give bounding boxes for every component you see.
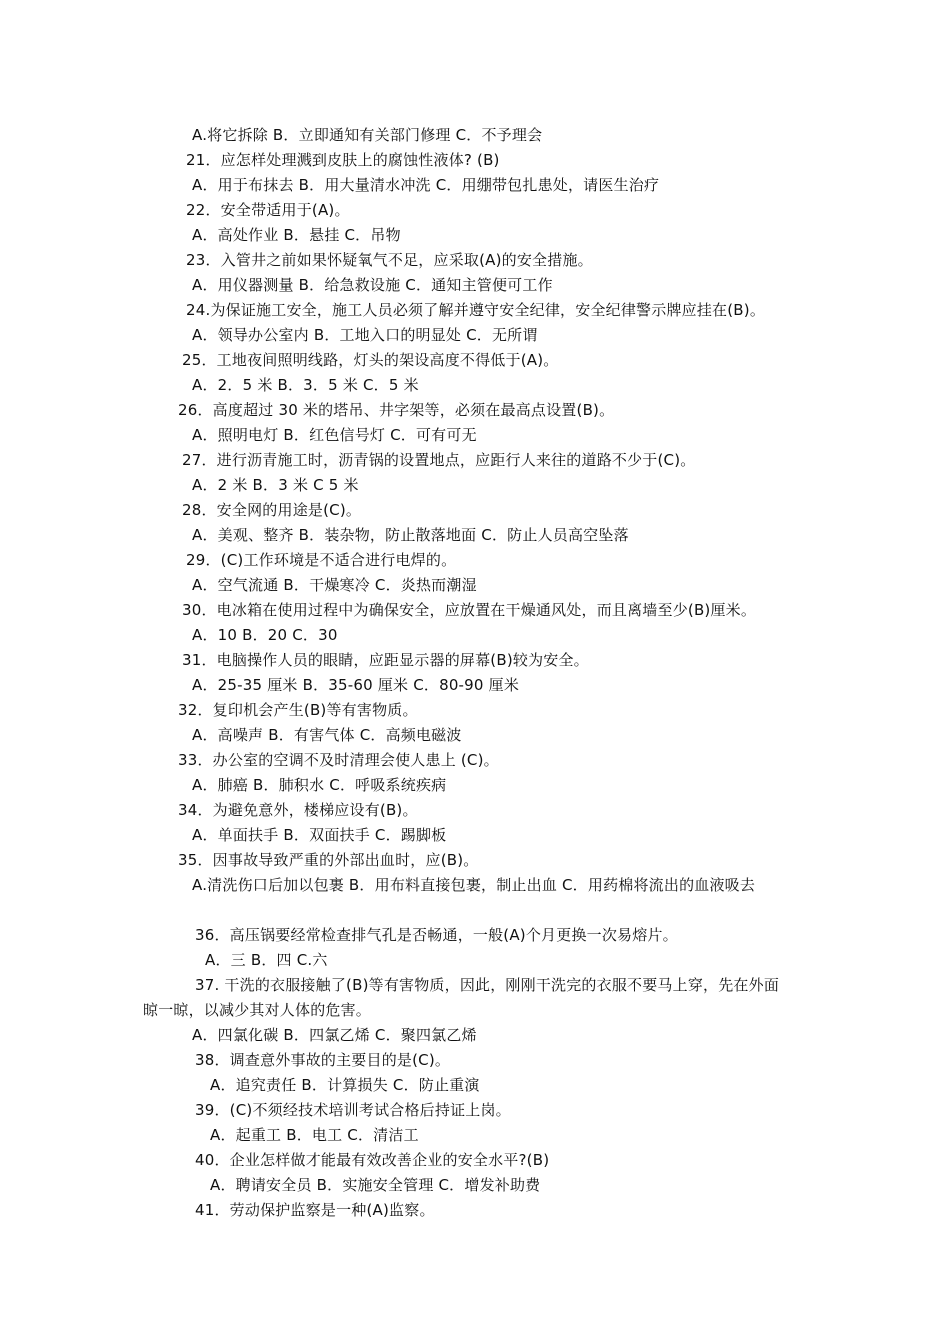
answer-options-39: A．起重工 B．电工 C．清洁工 <box>210 1126 419 1144</box>
question-26: 26．高度超过 30 米的塔吊、井字架等，必须在最高点设置(B)。 <box>178 401 615 419</box>
question-24: 24.为保证施工安全，施工人员必须了解并遵守安全纪律，安全纪律警示牌应挂在(B)。 <box>186 301 766 319</box>
question-41: 41．劳动保护监察是一种(A)监察。 <box>195 1201 435 1219</box>
answer-options-21: A．用于布抹去 B．用大量清水冲洗 C．用绷带包扎患处，请医生治疗 <box>192 176 660 194</box>
question-27: 27．进行沥青施工时，沥青锅的设置地点，应距行人来往的道路不少于(C)。 <box>182 451 696 469</box>
question-32: 32．复印机会产生(B)等有害物质。 <box>178 701 418 719</box>
answer-options-38: A．追究责任 B．计算损失 C．防止重演 <box>210 1076 480 1094</box>
answer-options-30: A．10 B．20 C．30 <box>192 626 338 644</box>
question-36: 36．高压锅要经常检查排气孔是否畅通，一般(A)个月更换一次易熔片。 <box>195 926 678 944</box>
answer-options-35: A.清洗伤口后加以包裹 B．用布料直接包裹，制止出血 C．用药棉将流出的血液吸去 <box>192 876 756 894</box>
question-25: 25．工地夜间照明线路，灯头的架设高度不得低于(A)。 <box>182 351 559 369</box>
question-39: 39．(C)不须经技术培训考试合格后持证上岗。 <box>195 1101 511 1119</box>
question-30: 30．电冰箱在使用过程中为确保安全，应放置在干燥通风处，而且离墙至少(B)厘米。 <box>182 601 757 619</box>
answer-options-28: A．美观、整齐 B．装杂物，防止散落地面 C．防止人员高空坠落 <box>192 526 629 544</box>
answer-options-40: A．聘请安全员 B．实施安全管理 C．增发补助费 <box>210 1176 541 1194</box>
question-29: 29．(C)工作环境是不适合进行电焊的。 <box>186 551 457 569</box>
answer-options-23: A．用仪器测量 B．给急救设施 C．通知主管便可工作 <box>192 276 553 294</box>
answer-options-24: A．领导办公室内 B．工地入口的明显处 C．无所谓 <box>192 326 538 344</box>
question-38: 38．调查意外事故的主要目的是(C)。 <box>195 1051 451 1069</box>
question-33: 33．办公室的空调不及时清理会使人患上 (C)。 <box>178 751 499 769</box>
question-22: 22．安全带适用于(A)。 <box>186 201 350 219</box>
question-35: 35．因事故导致严重的外部出血时，应(B)。 <box>178 851 479 869</box>
answer-options-33: A．肺癌 B．肺积水 C．呼吸系统疾病 <box>192 776 447 794</box>
question-28: 28．安全网的用途是(C)。 <box>182 501 362 519</box>
question-21: 21．应怎样处理溅到皮肤上的腐蚀性液体? (B) <box>186 151 500 169</box>
answer-options-26: A．照明电灯 B．红色信号灯 C．可有可无 <box>192 426 477 444</box>
question-40: 40．企业怎样做才能最有效改善企业的安全水平?(B) <box>195 1151 550 1169</box>
answer-options-27: A．2 米 B．3 米 C 5 米 <box>192 476 359 494</box>
question-34: 34．为避免意外，楼梯应设有(B)。 <box>178 801 418 819</box>
answer-options-31: A．25-35 厘米 B．35-60 厘米 C．80-90 厘米 <box>192 676 520 694</box>
question-37: 37. 干洗的衣服接触了(B)等有害物质，因此，刚刚干洗完的衣服不要马上穿，先在外面 <box>195 976 780 994</box>
question-31: 31．电脑操作人员的眼睛，应距显示器的屏幕(B)较为安全。 <box>182 651 589 669</box>
answer-options-22: A．高处作业 B．悬挂 C．吊物 <box>192 226 401 244</box>
answer-options-line: A.将它拆除 B．立即通知有关部门修理 C．不予理会 <box>192 126 543 144</box>
question-37-continued: 晾一晾，以减少其对人体的危害。 <box>143 1001 372 1019</box>
answer-options-29: A．空气流通 B．干燥寒冷 C．炎热而潮湿 <box>192 576 477 594</box>
answer-options-32: A．高噪声 B．有害气体 C．高频电磁波 <box>192 726 462 744</box>
answer-options-37: A．四氯化碳 B．四氯乙烯 C．聚四氯乙烯 <box>192 1026 477 1044</box>
question-23: 23．入管井之前如果怀疑氧气不足，应采取(A)的安全措施。 <box>186 251 593 269</box>
answer-options-25: A．2．5 米 B．3．5 米 C．5 米 <box>192 376 419 394</box>
answer-options-34: A．单面扶手 B．双面扶手 C．踢脚板 <box>192 826 447 844</box>
answer-options-36: A．三 B．四 C.六 <box>205 951 328 969</box>
